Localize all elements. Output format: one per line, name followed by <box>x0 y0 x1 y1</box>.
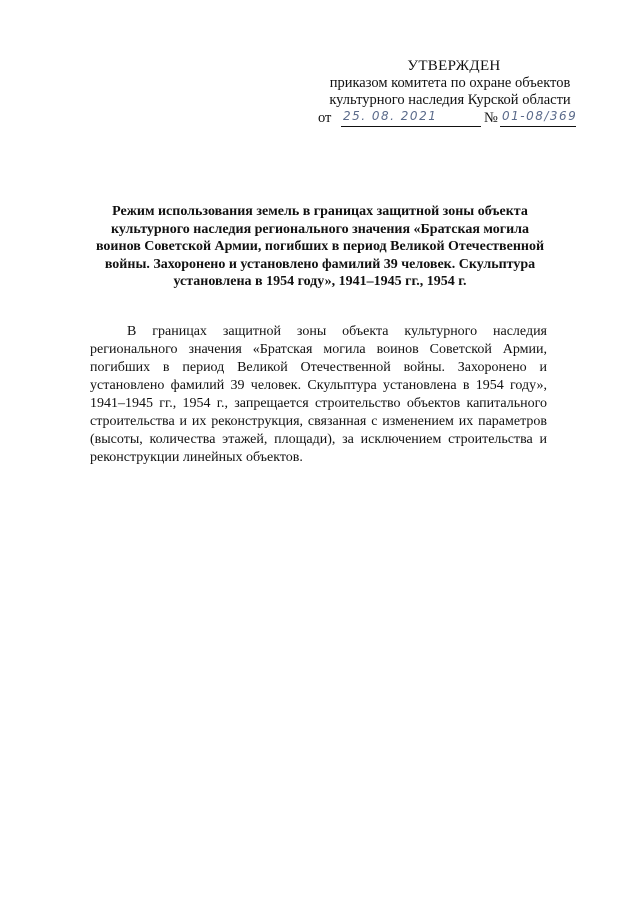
order-date-handwritten: 25. 08. 2021 <box>343 109 438 123</box>
from-label: от <box>318 110 332 126</box>
document-title: Режим использования земель в границах защитной зоны объекта культурного наследия регионального значения «Братская могила воинов Советской Армии, погибших в период Великой Отечественной войны. Захоронено и установлено фамилий 39 человек. Скульптура установлена в 1954 году», 1941–1945 гг., 1954 г. <box>95 204 545 289</box>
approval-line-1: приказом комитета по охране объектов <box>329 75 571 91</box>
order-reference <box>300 110 600 128</box>
order-number-handwritten: 01-08/369 <box>502 109 578 123</box>
document-body-paragraph: В границах защитной зоны объекта культурного наследия регионального значения «Братская могила воинов Советской Армии, погибших в период Великой Отечественной войны. Захоронено и установлено фамилий 39 человек. Скульптура установлена в 1954 году», 1941–1945 гг., 1954 г., запрещается строительство объектов капитального строительства и их реконструкция, связанная с изменением их параметров (высоты, количества этажей, площади), за исключением строительства и реконструкции линейных объектов. <box>90 324 547 465</box>
order-number-field <box>500 110 576 127</box>
number-label: № <box>484 110 498 126</box>
order-date-field <box>341 110 481 127</box>
approval-block <box>300 58 600 128</box>
approval-heading: УТВЕРЖДЕН <box>407 58 501 74</box>
approval-line-2: культурного наследия Курской области <box>329 92 571 108</box>
